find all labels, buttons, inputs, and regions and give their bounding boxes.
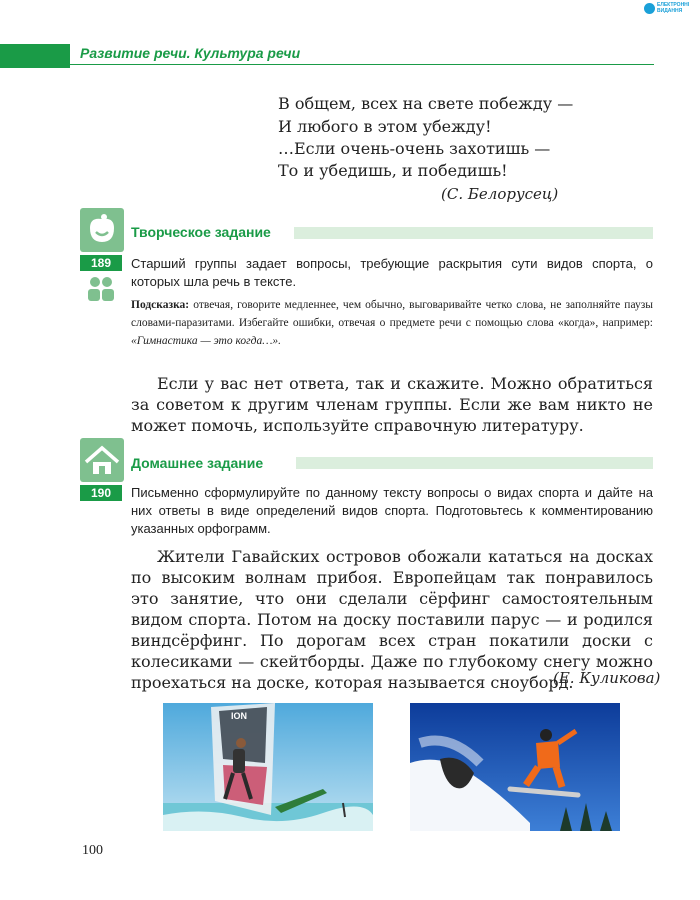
task-190-text: Письменно сформулируйте по данному тексту вопросы о видах спорта и дайте на них ответы в виде определений видов спорта. Подготовьтесь к комментированию указанных орфограмм. bbox=[131, 485, 653, 536]
publisher-logo bbox=[644, 3, 696, 15]
logo-circle-icon bbox=[644, 3, 655, 14]
hint-text: отвечая, говорите медленнее, чем обычно, выговаривайте четко слова, не заполняйте паузы словами-паразитами. Избегайте ошибки, отвечая о предмете речи с помощью слова «когда», например: bbox=[131, 299, 653, 329]
creative-task-title: Творческое задание bbox=[131, 224, 271, 240]
page-number: 100 bbox=[82, 843, 103, 858]
poem-line-2: И любого в этом убежду! bbox=[278, 117, 492, 136]
exercise-number-189: 189 bbox=[80, 255, 122, 271]
logo-line-2: ВИДАННЯ bbox=[657, 7, 683, 14]
hint-block bbox=[131, 296, 653, 350]
logo-line-1: ЕЛЕКТРОННІ bbox=[657, 2, 690, 8]
creative-task-bar bbox=[294, 227, 653, 239]
poem-line-3: …Если очень-очень захотишь — bbox=[278, 139, 551, 158]
header-color-block bbox=[0, 44, 70, 68]
homework-author: (Е. Куликова) bbox=[553, 669, 661, 687]
group-work-icon bbox=[84, 276, 118, 302]
homework-paragraph: Жители Гавайских островов обожали кататься на досках по высоким волнам прибоя. Европейцам так понравилось это занятие, что они сделали сёрфинг самостоятельным видом спорта. Потом на доску поставили парус — и родился виндсёрфинг. По дорогам всех стран покатили доски с колесиками — скейтборды. Даже по глубокому снегу можно проехаться на доске, которая называется сноуборд. bbox=[131, 547, 653, 692]
logo-text bbox=[657, 3, 689, 14]
exercise-number-190: 190 bbox=[80, 485, 122, 501]
windsurfing-photo bbox=[163, 703, 373, 831]
creative-paragraph: Если у вас нет ответа, так и скажите. Можно обратиться за советом к другим членам группы. Если же вам никто не может помочь, используйте справочную литературу. bbox=[131, 374, 653, 435]
creative-task-icon bbox=[80, 208, 124, 252]
snowboarding-photo bbox=[410, 703, 620, 831]
header-rule bbox=[70, 64, 654, 65]
hint-label: Подсказка: bbox=[131, 299, 190, 311]
homework-title: Домашнее задание bbox=[131, 455, 264, 471]
homework-bar bbox=[296, 457, 653, 469]
sail-logo-text: ION bbox=[231, 711, 248, 721]
homework-icon bbox=[80, 438, 124, 482]
task-189-text: Старший группы задает вопросы, требующие раскрытия сути видов спорта, о которых шла речь в тексте. bbox=[131, 256, 653, 289]
hint-example: «Гимнастика — это когда…». bbox=[131, 335, 282, 347]
chapter-title: Развитие речи. Культура речи bbox=[80, 45, 301, 61]
poem-author: (С. Белорусец) bbox=[441, 185, 559, 203]
poem-line-1: В общем, всех на свете побежду — bbox=[278, 94, 574, 113]
poem-line-4: То и убедишь, и победишь! bbox=[278, 161, 508, 180]
